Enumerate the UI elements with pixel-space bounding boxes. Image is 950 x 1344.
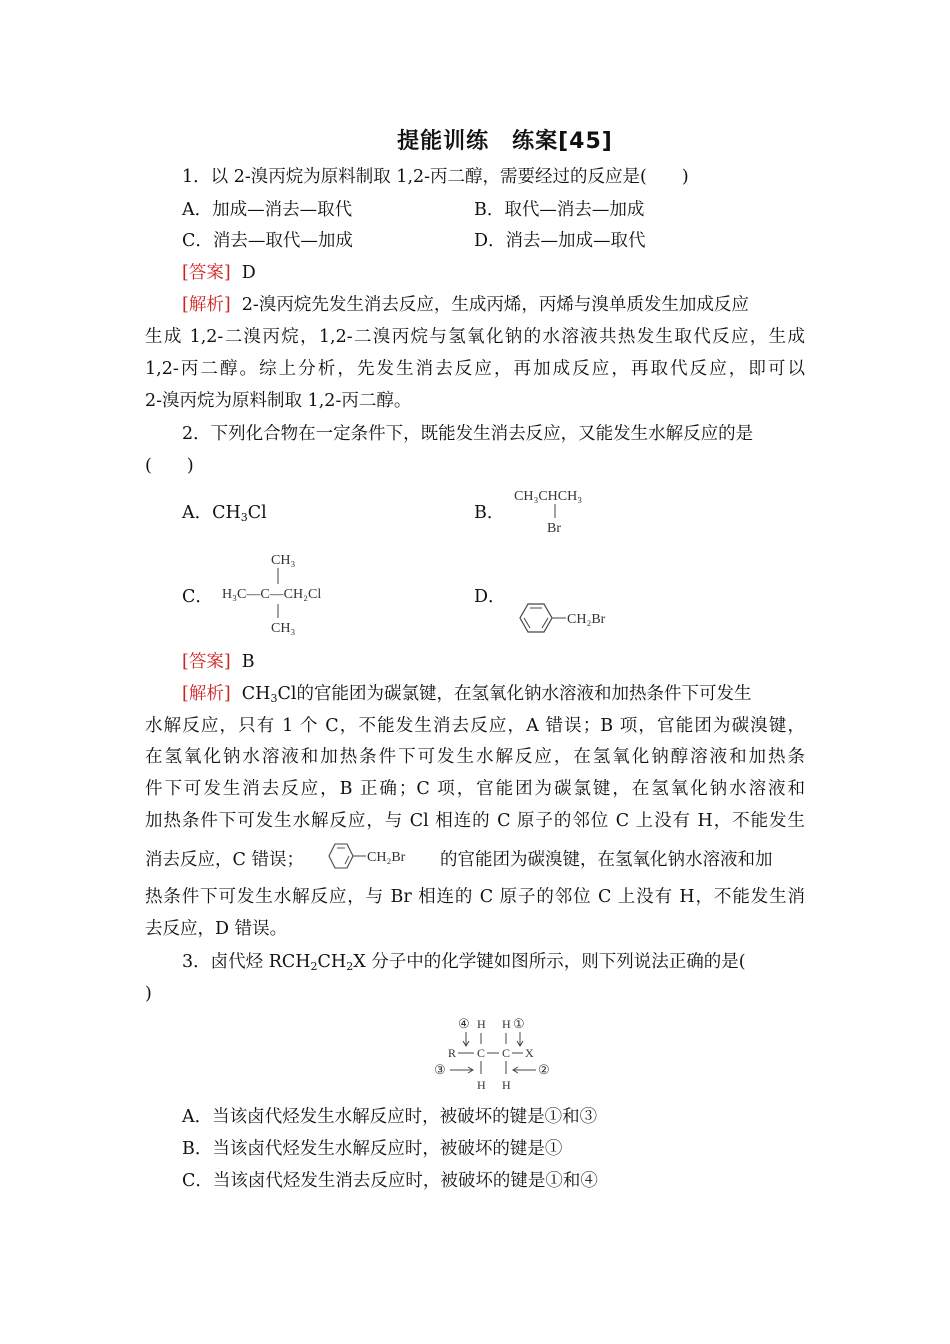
h-top-right: H [502, 1017, 511, 1031]
h-bottom-left: H [477, 1078, 486, 1092]
q2-analysis-line-2: 水解反应，只有 1 个 C，不能发生消去反应，A 错误；B 项，官能团为碳溴键， [145, 716, 805, 736]
q1-stem: 1．以 2-溴丙烷为原料制取 1,2-丙二醇，需要经过的反应是( ) [182, 167, 689, 187]
bond-4-label: ④ [458, 1016, 470, 1031]
inline-group: CH₂Br [367, 850, 406, 865]
formula-cl: Cl [247, 503, 267, 523]
q1-analysis-line-4: 2-溴丙烷为原料制取 1,2-丙二醇。 [145, 391, 412, 411]
inline-benzyl-bromide [322, 840, 434, 872]
bond-diagram [428, 1012, 564, 1094]
q1-option-a: A．加成—消去—取代 [182, 200, 353, 220]
q3-option-a: A．当该卤代烃发生水解反应时，被破坏的键是①和③ [182, 1107, 598, 1127]
page-title: 提能训练 练案[45] [397, 129, 613, 154]
q2-option-b-label: B． [474, 503, 505, 523]
formula-cl: Cl [277, 684, 297, 704]
q2-option-c-label: C． [182, 587, 213, 607]
bond-1-label: ① [513, 1016, 525, 1031]
analysis-text: 的官能团为碳氯键，在氢氧化钠水溶液和加热条件下可发生 [296, 684, 752, 704]
q2-analysis-line-7: 热条件下可发生水解反应，与 Br 相连的 C 原子的邻位 C 上没有 H，不能发生消 [145, 887, 805, 907]
analysis-text: 2-溴丙烷先发生消去反应，生成丙烯，丙烯与溴单质发生加成反应 [241, 295, 749, 315]
q3-stem-line-2: ) [145, 984, 152, 1004]
option-label: A． [182, 503, 213, 523]
struct-c-top: CH₃ [271, 553, 296, 568]
struct-b-bottom: Br [547, 521, 561, 536]
atom-r: R [448, 1046, 457, 1060]
atom-x: X [525, 1046, 534, 1060]
formula-ch: CH [241, 684, 271, 704]
q2-analysis-line-4: 件下可发生消去反应，B 正确；C 项，官能团为碳氯键，在氢氧化钠水溶液和 [145, 779, 805, 799]
q1-analysis-line-3: 1,2-丙二醇。综上分析，先发生消去反应，再加成反应，再取代反应，即可以 [145, 359, 805, 379]
q2-analysis-line-6 [145, 849, 304, 871]
q2-analysis-line-6-rest: 的官能团为碳溴键，在氢氧化钠水溶液和加 [440, 850, 773, 870]
answer-label: [答案] [182, 263, 231, 283]
q3-option-c: C．当该卤代烃发生消去反应时，被破坏的键是①和④ [182, 1171, 598, 1191]
q1-answer [182, 262, 256, 284]
h-top-left: H [477, 1017, 486, 1031]
bond-2-label: ② [538, 1062, 550, 1077]
q1-analysis-line-2: 生成 1,2-二溴丙烷，1,2-二溴丙烷与氢氧化钠的水溶液共热发生取代反应，生成 [145, 327, 805, 347]
formula-sub: 2 [310, 960, 318, 973]
analysis-text: 消去反应，C 错误； [145, 850, 304, 870]
q2-analysis-line-1 [182, 683, 751, 705]
q2-option-d-label: D． [474, 587, 506, 607]
q3-stem-line-1 [182, 951, 746, 973]
q2-stem-line-2: ( ) [145, 456, 194, 476]
answer-value: B [241, 652, 255, 672]
answer-label: [答案] [182, 652, 231, 672]
struct-d [510, 598, 630, 642]
q1-analysis-line-1 [182, 294, 749, 316]
atom-c2: C [502, 1046, 511, 1060]
stem-text: X 分子中的化学键如图所示，则下列说法正确的是( [353, 952, 746, 972]
q2-option-a [182, 502, 267, 524]
q2-analysis-line-5: 加热条件下可发生水解反应，与 Cl 相连的 C 原子的邻位 C 上没有 H，不能发生 [145, 811, 805, 831]
struct-b [510, 482, 620, 536]
q2-stem-line-1: 2．下列化合物在一定条件下，既能发生消去反应，又能发生水解反应的是 [182, 424, 754, 444]
atom-c1: C [477, 1046, 486, 1060]
q3-option-b: B．当该卤代烃发生水解反应时，被破坏的键是① [182, 1139, 563, 1159]
struct-c [218, 548, 358, 638]
struct-c-bottom: CH₃ [271, 621, 296, 636]
analysis-label: [解析] [182, 684, 231, 704]
formula-sub: 3 [240, 511, 248, 524]
formula-sub: 3 [270, 692, 278, 705]
q2-analysis-line-8: 去反应，D 错误。 [145, 919, 288, 939]
q1-option-d: D．消去—加成—取代 [474, 231, 646, 251]
q2-answer [182, 651, 255, 673]
bond-3-label: ③ [434, 1062, 446, 1077]
stem-text: 3．卤代烃 RCH [182, 952, 311, 972]
struct-b-top: CH₃CHCH₃ [514, 489, 583, 504]
struct-c-middle: H₃C—C—CH₂Cl [222, 587, 322, 602]
q2-analysis-line-3: 在氢氧化钠水溶液和加热条件下可发生水解反应，在氢氧化钠醇溶液和加热条 [145, 747, 805, 767]
q1-option-c: C．消去—取代—加成 [182, 231, 353, 251]
h-bottom-right: H [502, 1078, 511, 1092]
formula-sub: 2 [346, 960, 354, 973]
q1-option-b: B．取代—消去—加成 [474, 200, 645, 220]
stem-text: CH [317, 952, 347, 972]
analysis-label: [解析] [182, 295, 231, 315]
struct-d-group: CH₂Br [567, 612, 606, 627]
answer-value: D [241, 263, 256, 283]
formula-ch: CH [212, 503, 241, 523]
